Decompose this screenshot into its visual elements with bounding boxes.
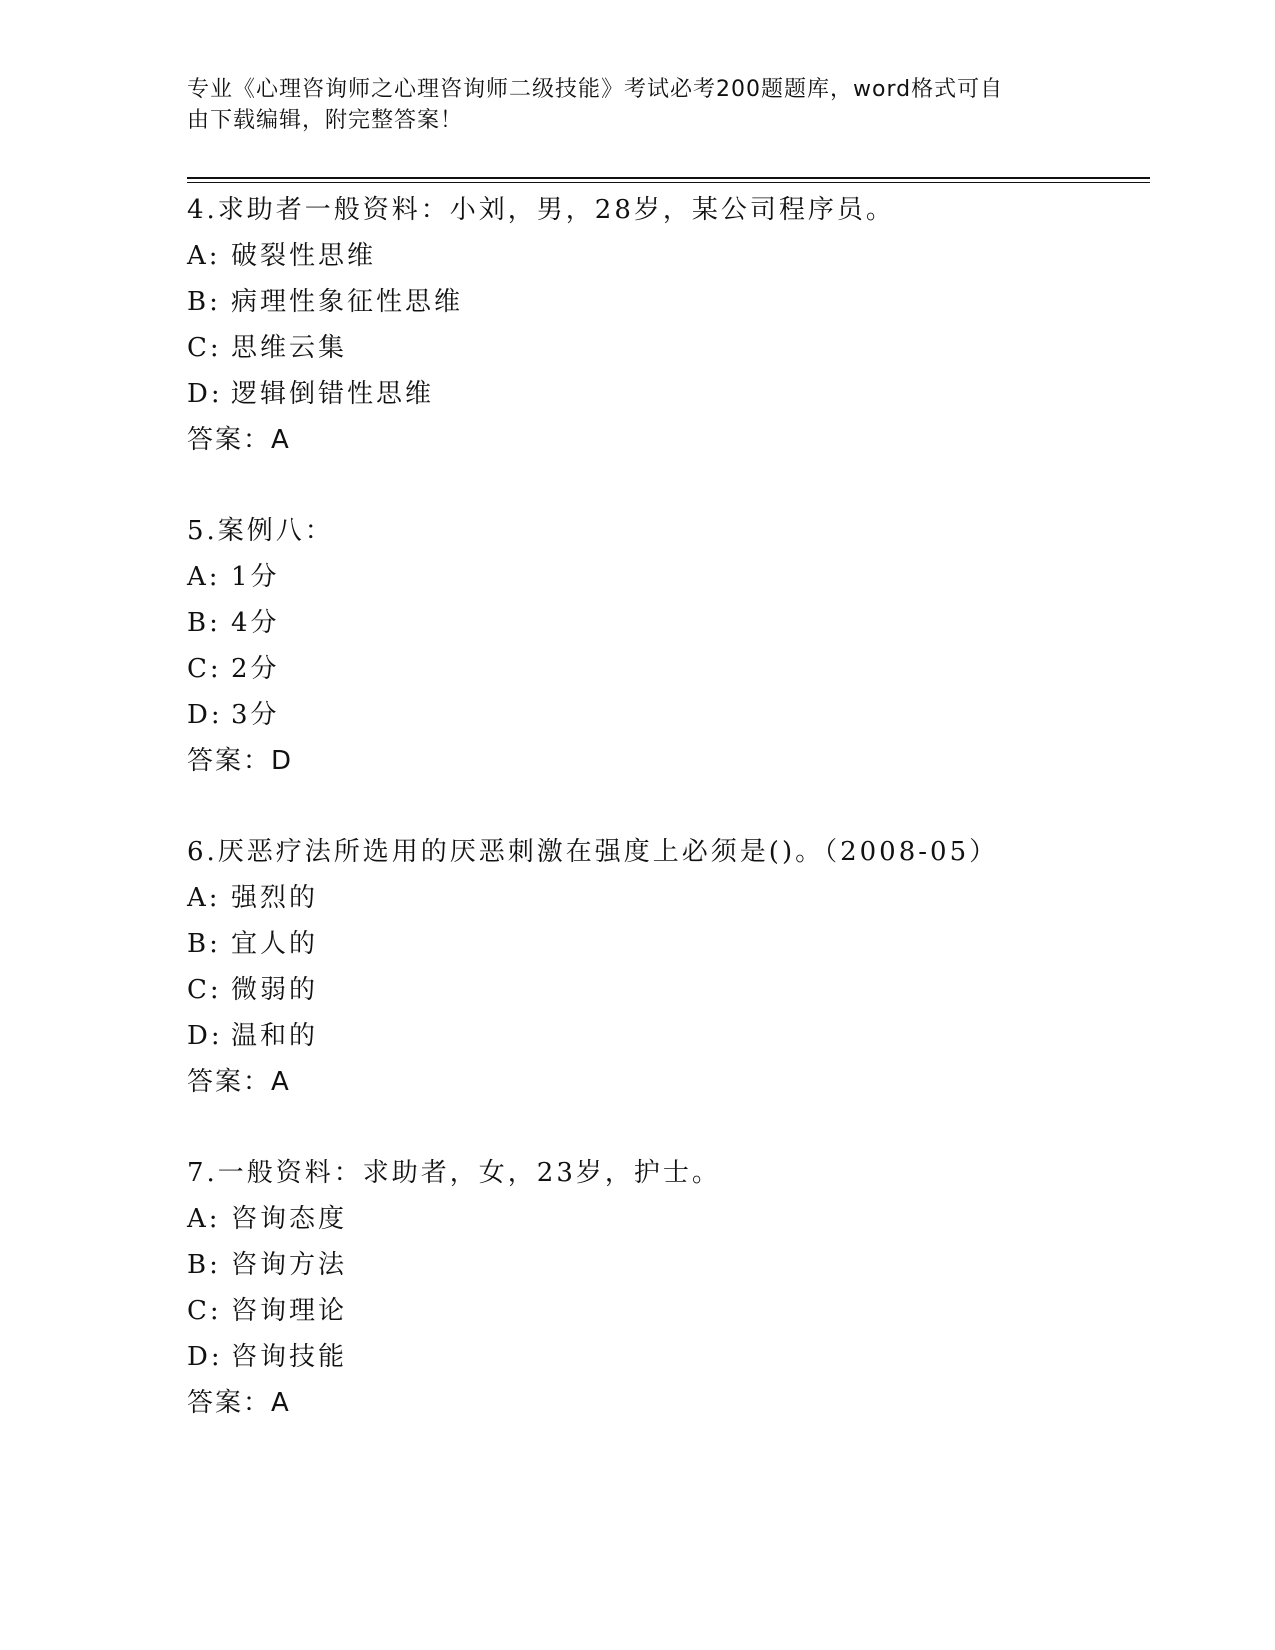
question-7	[187, 1150, 1147, 1426]
option-letter: D:	[187, 1342, 223, 1372]
option-letter: A:	[187, 241, 221, 271]
option-letter: B:	[187, 608, 221, 638]
option-letter: B:	[187, 287, 221, 317]
option-text: 咨询态度	[231, 1204, 348, 1234]
option-c	[187, 325, 1147, 371]
option-letter: B:	[187, 1250, 221, 1280]
option-c	[187, 646, 1147, 692]
option-text: 宜人的	[231, 929, 319, 959]
option-letter: C:	[187, 975, 222, 1005]
header-line-1: 专业《心理咨询师之心理咨询师二级技能》考试必考200题题库，word格式可自	[187, 77, 1004, 102]
header-divider-thin	[187, 182, 1150, 183]
document-header	[187, 74, 1067, 136]
option-letter: C:	[187, 1296, 222, 1326]
option-text: 温和的	[231, 1021, 319, 1051]
answer-value: A	[271, 1388, 291, 1418]
option-letter: B:	[187, 929, 221, 959]
option-text: 咨询技能	[231, 1342, 348, 1372]
answer-line	[187, 417, 1147, 463]
option-d	[187, 371, 1147, 417]
question-4	[187, 187, 1147, 463]
option-text: 2分	[231, 654, 280, 684]
question-stem: 6.厌恶疗法所选用的厌恶刺激在强度上必须是()。（2008-05）	[187, 837, 999, 867]
option-text: 微弱的	[231, 975, 319, 1005]
option-d	[187, 1013, 1147, 1059]
answer-line	[187, 738, 1147, 784]
header-line-2: 由下载编辑，附完整答案！	[187, 108, 464, 133]
option-letter: D:	[187, 1021, 223, 1051]
option-b	[187, 600, 1147, 646]
answer-label: 答案：	[187, 425, 272, 455]
option-text: 3分	[231, 700, 280, 730]
option-letter: C:	[187, 654, 222, 684]
question-5	[187, 508, 1147, 784]
option-letter: C:	[187, 333, 222, 363]
option-letter: D:	[187, 700, 223, 730]
question-list	[187, 187, 1147, 1471]
answer-label: 答案：	[187, 746, 272, 776]
option-b	[187, 1242, 1147, 1288]
option-text: 思维云集	[231, 333, 348, 363]
question-stem: 7.一般资料：求助者，女，23岁，护士。	[187, 1158, 721, 1188]
option-text: 破裂性思维	[231, 241, 377, 271]
option-a	[187, 233, 1147, 279]
answer-line	[187, 1059, 1147, 1105]
option-text: 咨询理论	[231, 1296, 348, 1326]
question-stem: 5.案例八：	[187, 516, 334, 546]
option-letter: A:	[187, 562, 221, 592]
option-d	[187, 692, 1147, 738]
option-b	[187, 279, 1147, 325]
option-a	[187, 554, 1147, 600]
option-a	[187, 1196, 1147, 1242]
answer-label: 答案：	[187, 1067, 272, 1097]
question-stem: 4.求助者一般资料：小刘，男，28岁，某公司程序员。	[187, 195, 895, 225]
option-text: 病理性象征性思维	[231, 287, 464, 317]
option-c	[187, 1288, 1147, 1334]
answer-label: 答案：	[187, 1388, 272, 1418]
option-text: 4分	[231, 608, 280, 638]
answer-value: A	[271, 425, 291, 455]
option-text: 强烈的	[231, 883, 319, 913]
question-6	[187, 829, 1147, 1105]
option-letter: D:	[187, 379, 223, 409]
answer-value: A	[271, 1067, 291, 1097]
option-c	[187, 967, 1147, 1013]
answer-line	[187, 1380, 1147, 1426]
header-divider-thick	[187, 177, 1150, 179]
answer-value: D	[271, 746, 294, 776]
option-letter: A:	[187, 883, 221, 913]
option-letter: A:	[187, 1204, 221, 1234]
option-d	[187, 1334, 1147, 1380]
option-text: 逻辑倒错性思维	[231, 379, 435, 409]
option-text: 咨询方法	[231, 1250, 348, 1280]
option-b	[187, 921, 1147, 967]
option-text: 1分	[231, 562, 280, 592]
option-a	[187, 875, 1147, 921]
